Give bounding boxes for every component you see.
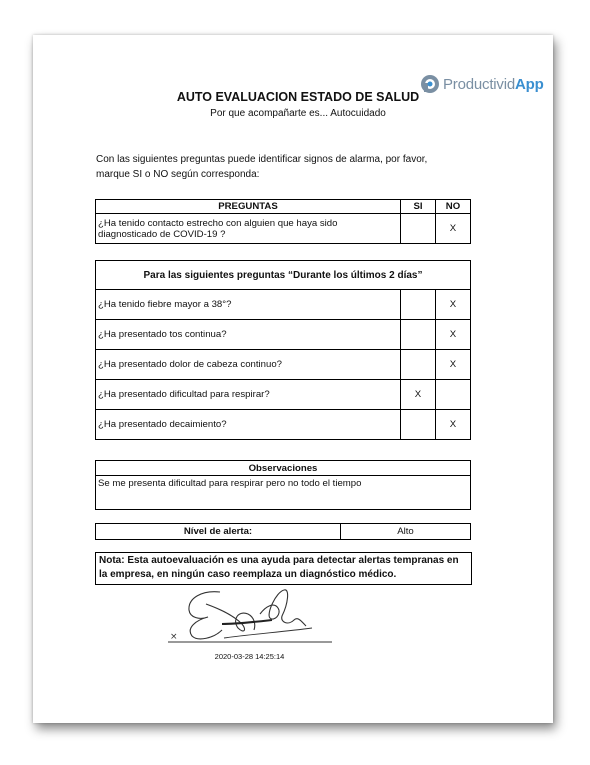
question-cell: ¿Ha presentado dificultad para respirar?: [96, 380, 401, 410]
answer-si-cell[interactable]: [401, 350, 436, 380]
symptoms-heading: Para las siguientes preguntas “Durante los últimos 2 días”: [96, 261, 471, 290]
answer-no-cell[interactable]: X: [436, 290, 471, 320]
answer-si-cell[interactable]: [401, 320, 436, 350]
answer-si-cell[interactable]: X: [401, 380, 436, 410]
symptoms-table: [95, 260, 471, 440]
observations-heading: Observaciones: [96, 461, 471, 476]
answer-no-cell[interactable]: X: [436, 410, 471, 440]
table-row: [96, 350, 471, 380]
alert-level-value: Alto: [341, 524, 471, 540]
question-cell: ¿Ha tenido contacto estrecho con alguien que haya sido diagnosticado de COVID-19 ?: [96, 214, 401, 244]
answer-si-cell[interactable]: [401, 214, 436, 244]
header-si: SI: [401, 200, 436, 214]
signature-x-mark: ×: [170, 632, 178, 642]
answer-no-cell[interactable]: X: [436, 320, 471, 350]
signature-timestamp: 2020-03-28 14:25:14: [214, 652, 285, 661]
answer-no-cell[interactable]: [436, 380, 471, 410]
question-cell: ¿Ha presentado decaimiento?: [96, 410, 401, 440]
question-cell: ¿Ha presentado tos continua?: [96, 320, 401, 350]
answer-si-cell[interactable]: [401, 290, 436, 320]
answer-no-cell[interactable]: X: [436, 350, 471, 380]
alert-level-label: Nível de alerta:: [96, 524, 341, 540]
intro-text: Con las siguientes preguntas puede identificar signos de alarma, por favor, marque SI o NO según corresponda:: [96, 154, 428, 180]
question-cell: ¿Ha presentado dolor de cabeza continuo?: [96, 350, 401, 380]
table-row: [96, 380, 471, 410]
document-title: AUTO EVALUACION ESTADO DE SALUD: [176, 90, 420, 104]
table-row: [96, 290, 471, 320]
document-subtitle: Por que acompañarte es... Autocuidado: [210, 108, 386, 119]
header-no: NO: [436, 200, 471, 214]
question-cell: ¿Ha tenido fiebre mayor a 38°?: [96, 290, 401, 320]
answer-no-cell[interactable]: X: [436, 214, 471, 244]
table-row: [96, 410, 471, 440]
answer-si-cell[interactable]: [401, 410, 436, 440]
header-preguntas: PREGUNTAS: [96, 200, 401, 214]
observations-table: [95, 460, 471, 510]
questions-table: [95, 199, 471, 244]
alert-level-table: [95, 523, 471, 540]
disclaimer-note: Nota: Esta autoevaluación es una ayuda para detectar alertas tempranas en la empresa, en ningún caso reemplaza un diagnóstico médico.: [95, 552, 472, 585]
observations-text[interactable]: Se me presenta dificultad para respirar pero no todo el tiempo: [96, 476, 471, 510]
table-row: [96, 320, 471, 350]
signature-image: [162, 584, 337, 652]
logo-text: ProductividApp: [443, 75, 544, 93]
